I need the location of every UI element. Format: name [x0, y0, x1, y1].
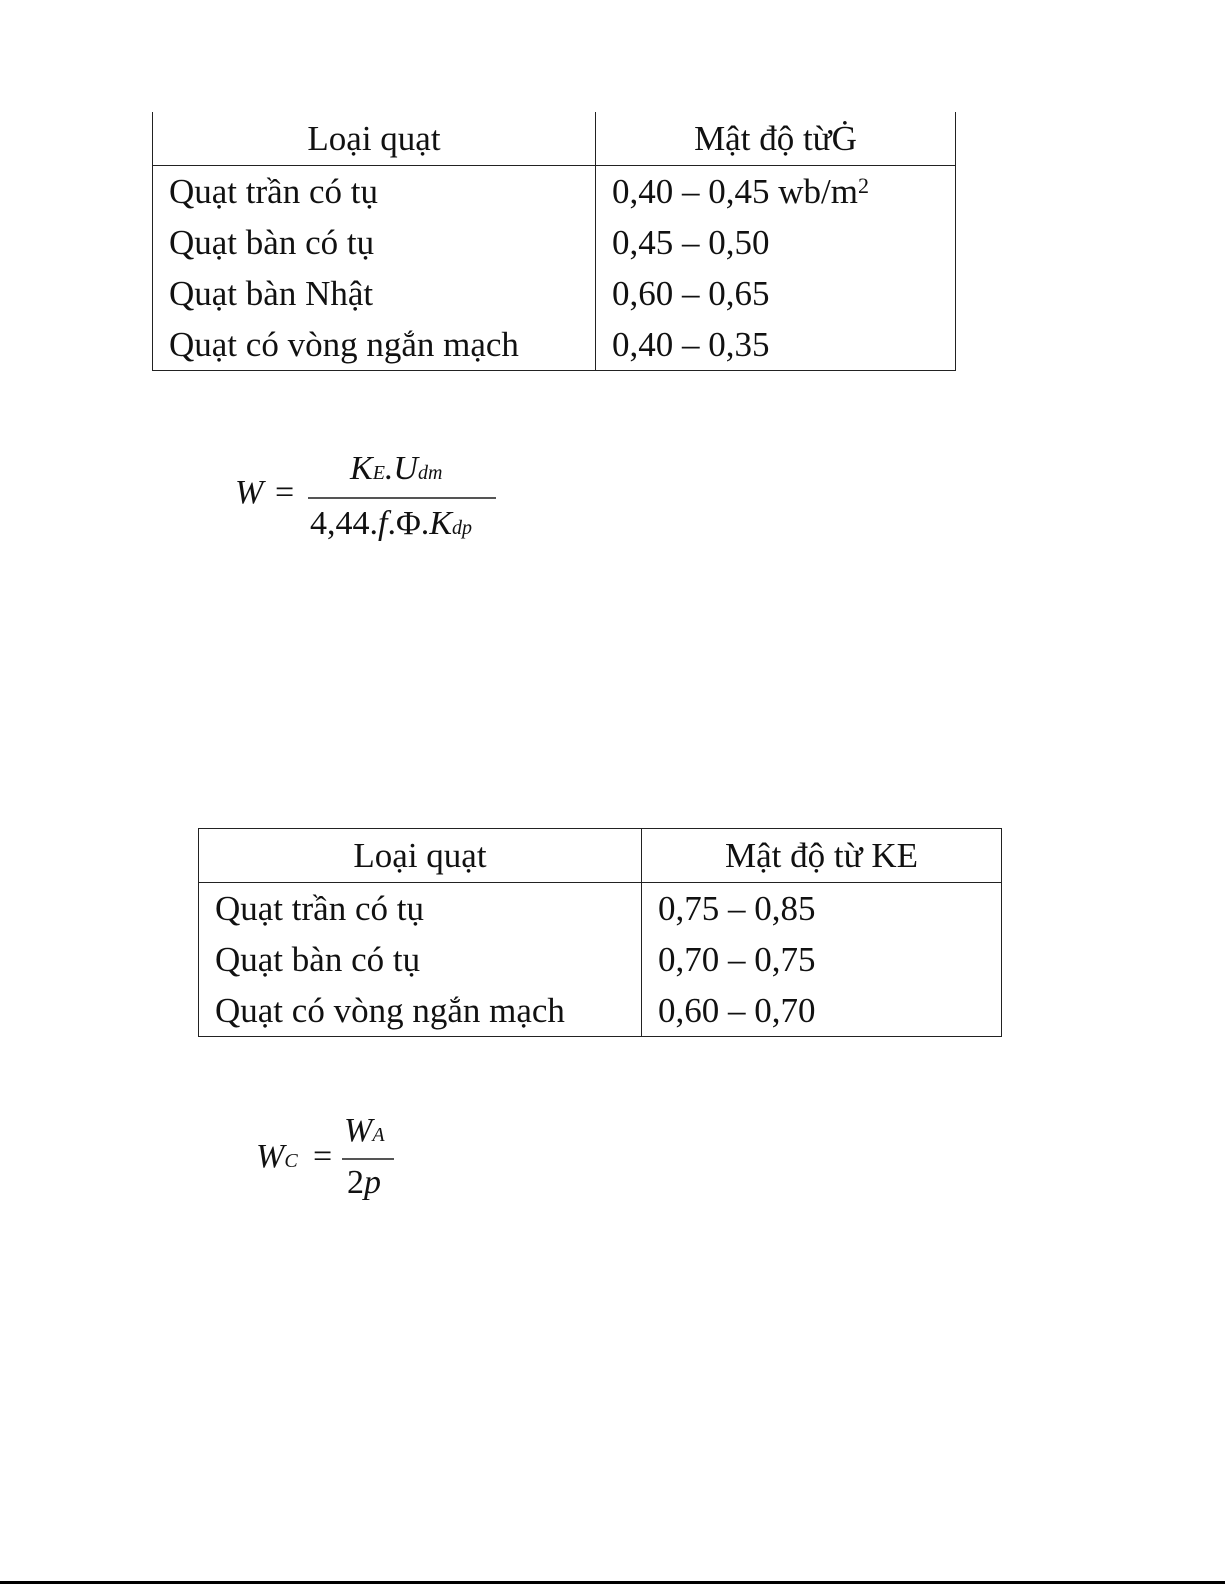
formula-lhs: [256, 1138, 298, 1176]
cell-value: 0,60 – 0,65: [596, 268, 956, 319]
formula-denominator: [347, 1164, 381, 1202]
symbol: p: [364, 1164, 381, 1201]
fraction-bar: [342, 1158, 394, 1160]
subscript: E: [372, 462, 385, 484]
table-header-row: [199, 829, 1002, 883]
value-text: 0,40 – 0,45 wb/m: [612, 172, 858, 211]
cell-value: 0,60 – 0,70: [642, 985, 1002, 1037]
symbol: .Φ.: [387, 505, 430, 542]
table-header-row: [153, 112, 956, 166]
cell-value: 0,75 – 0,85: [642, 883, 1002, 935]
header-ke: Mật độ từ KE: [642, 829, 1002, 883]
symbol: W: [256, 1138, 285, 1175]
fraction-bar: [308, 497, 496, 499]
formula-denominator: [310, 505, 472, 543]
cell-value: 0,45 – 0,50: [596, 217, 956, 268]
symbol: f: [378, 505, 388, 542]
table-row: [153, 319, 956, 371]
cell-fan-type: Quạt trần có tụ: [199, 883, 642, 935]
cell-fan-type: Quạt bàn Nhật: [153, 268, 596, 319]
subscript: A: [372, 1124, 385, 1146]
header-fan-type: Loại quạt: [199, 829, 642, 883]
magnetic-density-table: [152, 112, 956, 371]
header-magnetic-density: Mật độ từĠ: [596, 112, 956, 166]
subscript: dp: [452, 517, 472, 539]
table-row: [199, 934, 1002, 985]
cell-value: [596, 166, 956, 218]
table-row: [153, 166, 956, 218]
cell-fan-type: Quạt có vòng ngắn mạch: [153, 319, 596, 371]
cell-fan-type: Quạt bàn có tụ: [153, 217, 596, 268]
formula-numerator: [350, 450, 442, 488]
symbol: K: [429, 505, 452, 542]
cell-value: 0,70 – 0,75: [642, 934, 1002, 985]
table-row: [153, 217, 956, 268]
table-row: [199, 985, 1002, 1037]
ke-coefficient-table: [198, 828, 1002, 1037]
symbol: 4,44.: [310, 505, 378, 542]
page-bottom-rule: [0, 1581, 1225, 1584]
cell-fan-type: Quạt có vòng ngắn mạch: [199, 985, 642, 1037]
subscript: C: [284, 1150, 298, 1172]
table-row: [153, 268, 956, 319]
equals-sign: =: [275, 474, 295, 511]
cell-value: 0,40 – 0,35: [596, 319, 956, 371]
formula-lhs: W: [235, 474, 264, 511]
symbol: 2: [347, 1164, 364, 1201]
symbol: K: [350, 450, 373, 487]
superscript: 2: [857, 173, 869, 198]
table-row: [199, 883, 1002, 935]
cell-fan-type: Quạt trần có tụ: [153, 166, 596, 218]
equals-sign: =: [313, 1138, 333, 1175]
formula-numerator: [344, 1112, 385, 1150]
header-fan-type: Loại quạt: [153, 112, 596, 166]
subscript: dm: [417, 462, 443, 484]
symbol: W: [344, 1112, 373, 1149]
symbol: .U: [384, 450, 418, 487]
cell-fan-type: Quạt bàn có tụ: [199, 934, 642, 985]
